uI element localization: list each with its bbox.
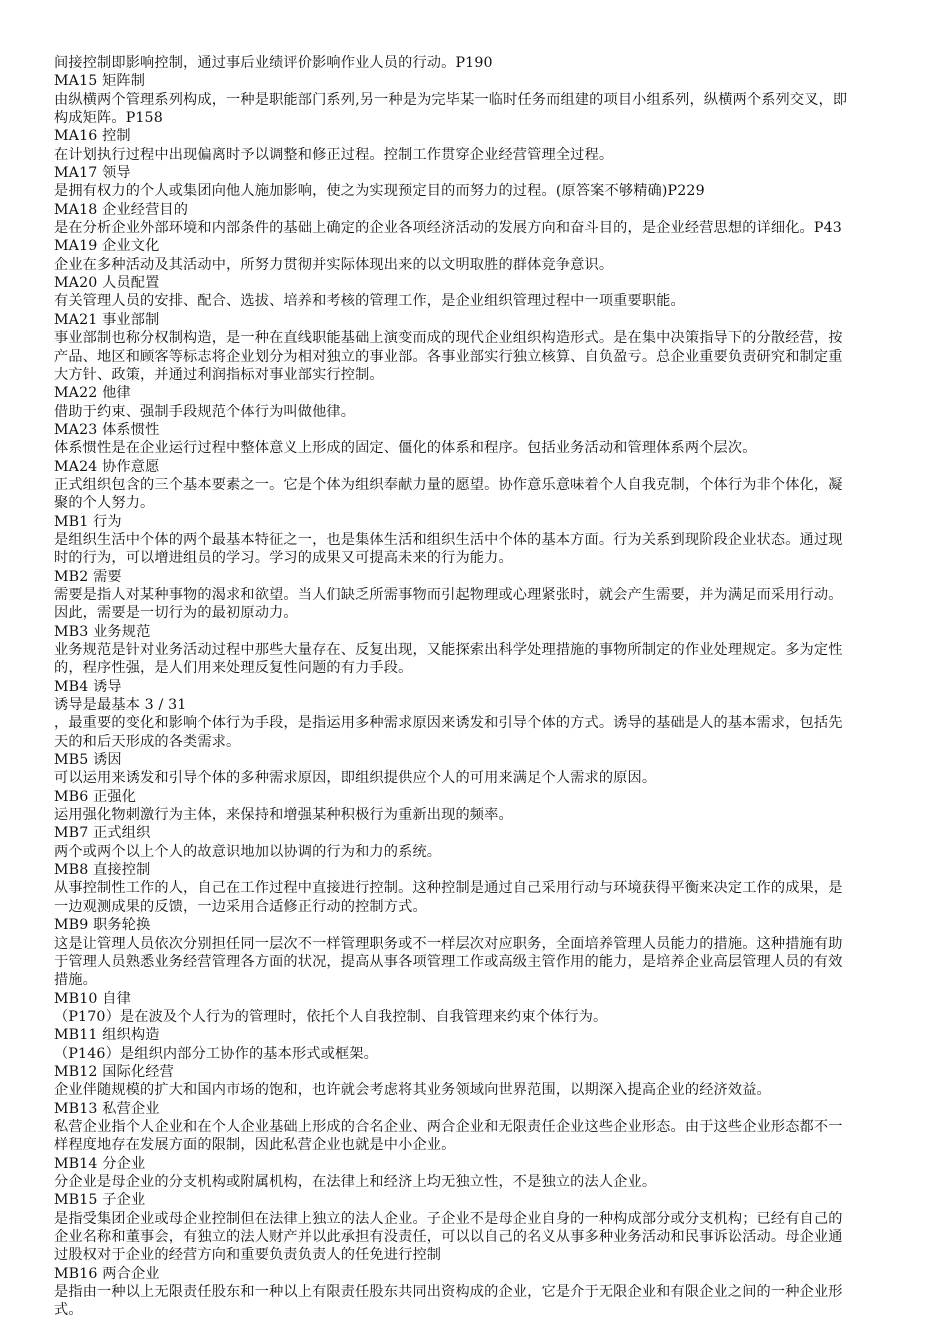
text-line: 构成矩阵。P158 bbox=[54, 110, 163, 127]
term-heading: MB16 两合企业 bbox=[54, 1265, 160, 1282]
text-line: 天的和后天形成的各类需求。 bbox=[54, 733, 241, 750]
text-line: 这是让管理人员依次分别担任同一层次不一样管理职务或不一样层次对应职务，全面培养管理人员能力的措施。这种措施有助 bbox=[54, 935, 843, 952]
text-line: 的，程序性强，是人们用来处理反复性问题的有力手段。 bbox=[54, 660, 413, 677]
text-line: 是组织生活中个体的两个最基本特征之一，也是集体生活和组织生活中个体的基本方面。行为关系到现阶段企业状态。通过现 bbox=[54, 531, 843, 548]
text-line: 企业名称和董事会，有独立的法人财产并以此承担有没责任，可以以自己的名义从事多种业务活动和民事诉讼活动。母企业通 bbox=[54, 1229, 843, 1245]
term-heading: MA20 人员配置 bbox=[54, 275, 160, 292]
term-heading: MB13 私营企业 bbox=[54, 1100, 160, 1117]
term-heading: MB7 正式组织 bbox=[54, 825, 151, 842]
text-line: 可以运用来诱发和引导个体的多种需求原因，即组织提供应个人的可用来满足个人需求的原因。 bbox=[54, 770, 657, 787]
term-heading: MA15 矩阵制 bbox=[54, 73, 146, 90]
term-heading: MA17 领导 bbox=[54, 165, 131, 182]
text-line: 私营企业指个人企业和在个人企业基础上形成的合名企业、两合企业和无限责任企业这些企业形态。由于这些企业形态都不一 bbox=[54, 1118, 843, 1135]
text-line: 是在分析企业外部环境和内部条件的基础上确定的企业各项经济活动的发展方向和奋斗目的，是企业经营思想的详细化。P43 bbox=[54, 220, 842, 237]
term-heading: MB5 诱因 bbox=[54, 752, 122, 769]
term-heading: MB14 分企业 bbox=[54, 1155, 146, 1172]
text-line: 间接控制即影响控制，通过事后业绩评价影响作业人员的行动。P190 bbox=[54, 55, 493, 71]
text-line: 聚的个人努力。 bbox=[54, 495, 155, 512]
text-line: 措施。 bbox=[54, 972, 98, 989]
document-page bbox=[54, 54, 942, 1320]
term-heading: MB3 业务规范 bbox=[54, 623, 151, 640]
text-line: 时的行为，可以增进组员的学习。学习的成果又可提高未来的行为能力。 bbox=[54, 550, 513, 567]
text-line: 过股权对于企业的经营方向和重要负责负责人的任免进行控制 bbox=[54, 1247, 442, 1264]
text-line: （P146）是组织内部分工协作的基本形式或框架。 bbox=[54, 1045, 378, 1062]
term-heading: MB4 诱导 bbox=[54, 678, 122, 695]
text-line: 是指受集团企业或母企业控制但在法律上独立的法人企业。子企业不是母企业自身的一种构成部分或分支机构；已经有自己的 bbox=[54, 1210, 843, 1227]
text-line: ，最重要的变化和影响个体行为手段，是指运用多种需求原因来诱发和引导个体的方式。诱导的基础是人的基本需求，包括先 bbox=[54, 715, 843, 732]
text-line: 企业伴随规模的扩大和国内市场的饱和，也许就会考虑将其业务领域向世界范围，以期深入提高企业的经济效益。 bbox=[54, 1082, 771, 1099]
text-line: （P170）是在波及个人行为的管理时，依托个人自我控制、自我管理来约束个体行为。 bbox=[54, 1008, 608, 1025]
text-line: 大方针、政策，并通过利润指标对事业部实行控制。 bbox=[54, 366, 384, 383]
term-heading: MB1 行为 bbox=[54, 513, 122, 530]
text-line: 从事控制性工作的人，自己在工作过程中直接进行控制。这种控制是通过自己采用行动与环境获得平衡来决定工作的成果，是 bbox=[54, 880, 843, 897]
term-heading: MA24 协作意愿 bbox=[54, 458, 160, 475]
term-heading: MB8 直接控制 bbox=[54, 862, 151, 879]
term-heading: MA19 企业文化 bbox=[54, 238, 160, 255]
text-line: 在计划执行过程中出现偏离时予以调整和修正过程。控制工作贯穿企业经营管理全过程。 bbox=[54, 146, 614, 163]
text-line: 借助于约束、强制手段规范个体行为叫做他律。 bbox=[54, 403, 356, 420]
term-heading: MB15 子企业 bbox=[54, 1192, 146, 1209]
text-line: 有关管理人员的安排、配合、选拔、培养和考核的管理工作，是企业组织管理过程中一项重要职能。 bbox=[54, 293, 685, 310]
term-heading: MB2 需要 bbox=[54, 568, 122, 585]
text-line: 因此，需要是一切行为的最初原动力。 bbox=[54, 605, 298, 622]
term-heading: MB10 自律 bbox=[54, 990, 131, 1007]
text-line: 企业在多种活动及其活动中，所努力贯彻并实际体现出来的以文明取胜的群体竞争意识。 bbox=[54, 256, 614, 273]
text-line: 事业部制也称分权制构造，是一种在直线职能基础上演变而成的现代企业组织构造形式。是在集中决策指导下的分散经营，按 bbox=[54, 330, 843, 347]
term-heading: MB9 职务轮换 bbox=[54, 917, 151, 934]
text-line: 是拥有权力的个人或集团向他人施加影响，使之为实现预定目的而努力的过程。(原答案不够精确)P229 bbox=[54, 183, 705, 200]
term-heading: MA16 控制 bbox=[54, 128, 131, 145]
term-heading: MB12 国际化经营 bbox=[54, 1063, 174, 1080]
text-line: 体系惯性是在企业运行过程中整体意义上形成的固定、僵化的体系和程序。包括业务活动和管理体系两个层次。 bbox=[54, 440, 757, 457]
text-line: 需要是指人对某种事物的渴求和欲望。当人们缺乏所需事物而引起物理或心理紧张时，就会产生需要，并为满足而采用行动。 bbox=[54, 586, 843, 603]
text-line: 是指由一种以上无限责任股东和一种以上有限责任股东共同出资构成的企业，它是介于无限企业和有限企业之间的一种企业形 bbox=[54, 1284, 843, 1301]
text-line: 式。 bbox=[54, 1302, 83, 1319]
text-line: 分企业是母企业的分支机构或附属机构，在法律上和经济上均无独立性，不是独立的法人企业。 bbox=[54, 1173, 657, 1190]
term-heading: MB11 组织构造 bbox=[54, 1027, 160, 1044]
text-line: 由纵横两个管理系列构成，一种是职能部门系列,另一种是为完毕某一临时任务而组建的项目小组系列，纵横两个系列交叉，即 bbox=[54, 91, 848, 108]
term-heading: MB6 正强化 bbox=[54, 788, 137, 805]
text-line: 于管理人员熟悉业务经营管理各方面的状况，提高从事各项管理工作或高级主管作用的能力，是培养企业高层管理人员的有效 bbox=[54, 953, 843, 970]
term-heading: MA23 体系惯性 bbox=[54, 421, 160, 438]
text-line: 样程度地存在发展方面的限制，因此私营企业也就是中小企业。 bbox=[54, 1137, 456, 1154]
term-heading: MA22 他律 bbox=[54, 385, 131, 402]
text-line: 一边观测成果的反馈，一边采用合适修正行动的控制方式。 bbox=[54, 898, 427, 915]
text-line: 产品、地区和顾客等标志将企业划分为相对独立的事业部。各事业部实行独立核算、自负盈亏。总企业重要负责研究和制定重 bbox=[54, 348, 843, 365]
term-heading: MA21 事业部制 bbox=[54, 311, 160, 328]
term-heading: MA18 企业经营目的 bbox=[54, 201, 189, 218]
text-line: 运用强化物刺激行为主体，来保持和增强某种积极行为重新出现的频率。 bbox=[54, 807, 513, 824]
text-line: 诱导是最基本 3 / 31 bbox=[54, 697, 187, 714]
text-line: 两个或两个以上个人的故意识地加以协调的行为和力的系统。 bbox=[54, 843, 442, 860]
text-line: 业务规范是针对业务活动过程中那些大量存在、反复出现，又能探索出科学处理措施的事物所制定的作业处理规定。多为定性 bbox=[54, 642, 843, 658]
text-line: 正式组织包含的三个基本要素之一。它是个体为组织奉献力量的愿望。协作意乐意味着个人自我克制，个体行为非个体化，凝 bbox=[54, 476, 843, 493]
